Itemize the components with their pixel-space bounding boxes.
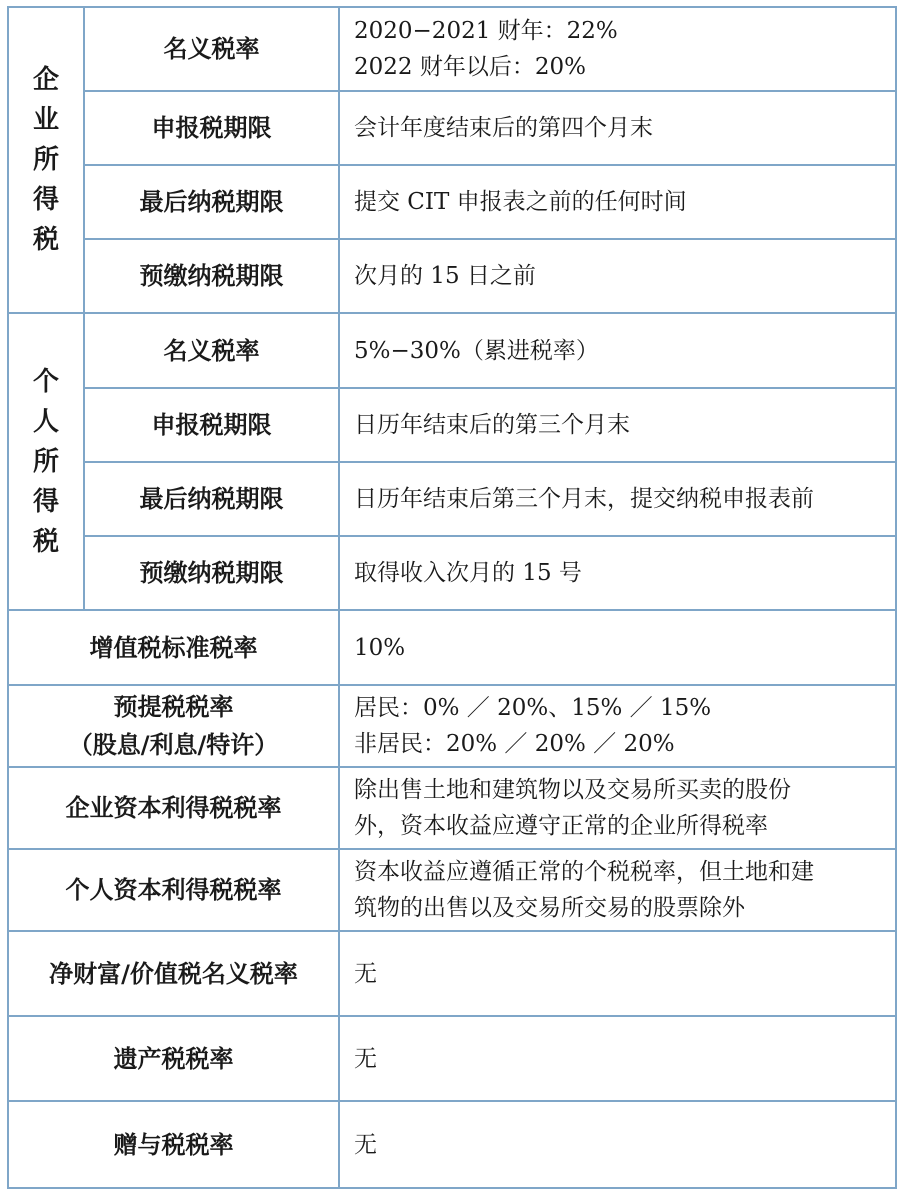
table-row (8, 165, 896, 239)
value-line: 资本收益应遵循正常的个税税率，但土地和建 (354, 859, 814, 885)
value-line: 非居民：20% ／ 20% ／ 20% (354, 731, 675, 757)
vat-value (339, 610, 896, 685)
inheritance-value (339, 1016, 896, 1101)
value-line: 日历年结束后的第三个月末 (354, 412, 630, 438)
table-row (8, 536, 896, 610)
group-char: 税 (32, 526, 59, 557)
pit-filing-label: 申报税期限 (84, 388, 339, 462)
pit-final-label: 最后纳税期限 (84, 462, 339, 536)
value-line: 无 (354, 960, 377, 987)
gift-label: 赠与税税率 (8, 1101, 339, 1188)
pit-rate-value (339, 313, 896, 388)
table-row (8, 7, 896, 91)
table-row (8, 388, 896, 462)
group-char: 税 (32, 225, 59, 255)
cit-prepay-label: 预缴纳税期限 (84, 239, 339, 313)
label-line: 预提税税率 (113, 693, 234, 721)
value-line: 取得收入次月的 15 号 (354, 560, 582, 586)
cit-rate-value (339, 7, 896, 91)
value-line: 提交 CIT 申报表之前的任何时间 (354, 189, 687, 215)
cit-filing-label: 申报税期限 (84, 91, 339, 165)
net-wealth-label: 净财富/价值税名义税率 (8, 931, 339, 1016)
table-row (8, 239, 896, 313)
pit-rate-label: 名义税率 (84, 313, 339, 388)
group-char: 个 (32, 366, 59, 397)
label-line: （股息/利息/特许） (68, 731, 279, 759)
value-line: 外，资本收益应遵守正常的企业所得税率 (354, 813, 768, 839)
cit-rate-label: 名义税率 (84, 7, 339, 91)
pit-prepay-value (339, 536, 896, 610)
value-line: 次月的 15 日之前 (354, 263, 536, 289)
pit-filing-value (339, 388, 896, 462)
cit-final-value (339, 165, 896, 239)
corp-cgt-label: 企业资本利得税税率 (8, 767, 339, 849)
pit-group-header (8, 313, 84, 610)
indiv-cgt-label: 个人资本利得税税率 (8, 849, 339, 931)
value-line: 5%−30%（累进税率） (354, 337, 599, 364)
group-char: 得 (32, 486, 59, 517)
value-line: 无 (354, 1131, 377, 1158)
value-line: 筑物的出售以及交易所交易的股票除外 (354, 895, 745, 921)
table-row (8, 313, 896, 388)
table-row (8, 767, 896, 849)
value-line: 除出售土地和建筑物以及交易所买卖的股份 (354, 777, 791, 803)
value-line: 居民：0% ／ 20%、15% ／ 15% (354, 695, 712, 721)
cit-prepay-value (339, 239, 896, 313)
inheritance-label: 遗产税税率 (8, 1016, 339, 1101)
table-row (8, 685, 896, 767)
tax-table-container (7, 6, 895, 1188)
value-line: 10% (354, 634, 406, 661)
value-line: 2020−2021 财年：22% (354, 18, 618, 44)
table-row (8, 91, 896, 165)
tax-summary-table (7, 6, 897, 1189)
value-line: 2022 财年以后：20% (354, 54, 586, 80)
table-row (8, 1101, 896, 1188)
value-line: 无 (354, 1045, 377, 1072)
group-char: 所 (32, 446, 59, 477)
table-row (8, 1016, 896, 1101)
withholding-label (8, 685, 339, 767)
net-wealth-value (339, 931, 896, 1016)
group-char: 企 (32, 65, 59, 95)
withholding-value (339, 685, 896, 767)
value-line: 会计年度结束后的第四个月末 (354, 115, 653, 141)
cit-group-header (8, 7, 84, 313)
corp-cgt-value (339, 767, 896, 849)
vat-label: 增值税标准税率 (8, 610, 339, 685)
group-char: 所 (32, 145, 59, 175)
group-char: 人 (32, 406, 59, 437)
indiv-cgt-value (339, 849, 896, 931)
pit-prepay-label: 预缴纳税期限 (84, 536, 339, 610)
table-row (8, 462, 896, 536)
cit-final-label: 最后纳税期限 (84, 165, 339, 239)
gift-value (339, 1101, 896, 1188)
table-row (8, 931, 896, 1016)
table-row (8, 610, 896, 685)
table-row (8, 849, 896, 931)
pit-final-value (339, 462, 896, 536)
value-line: 日历年结束后第三个月末，提交纳税申报表前 (354, 486, 814, 512)
cit-filing-value (339, 91, 896, 165)
group-char: 业 (32, 105, 59, 135)
group-char: 得 (32, 185, 59, 215)
